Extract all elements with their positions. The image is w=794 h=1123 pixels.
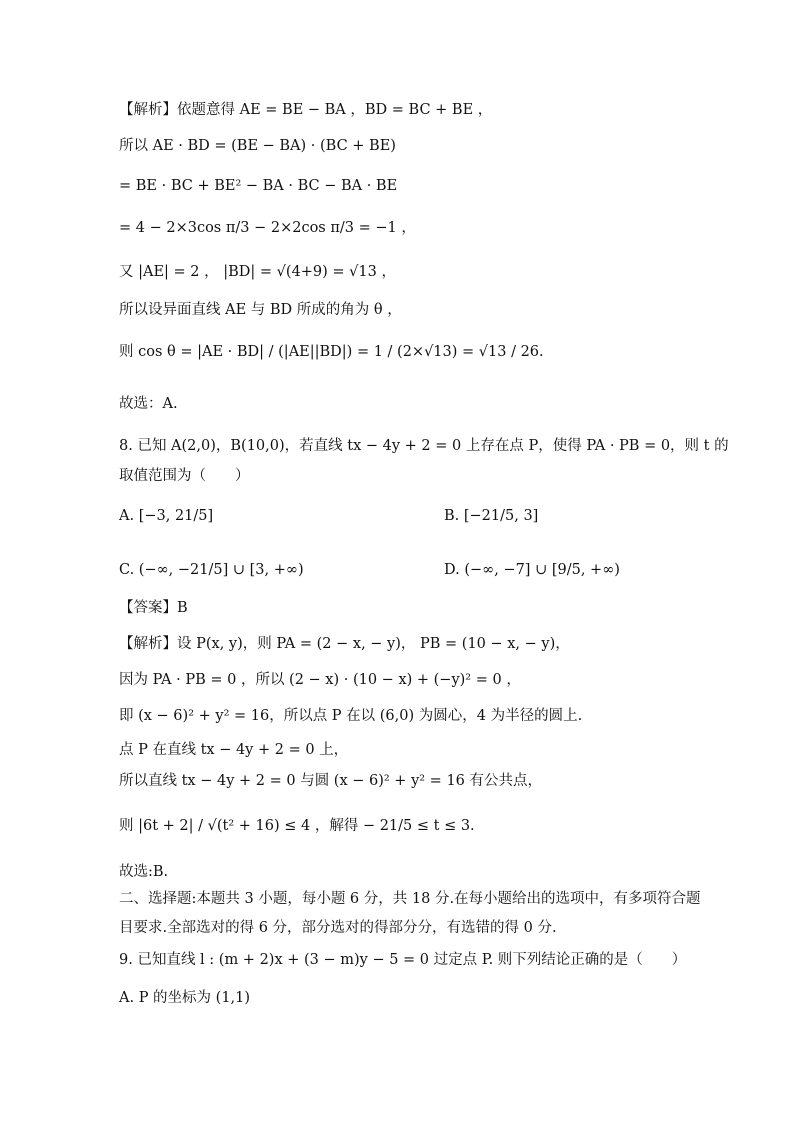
option-b: B. [−21/5, 3] (444, 508, 539, 524)
question-9-option-a: A. P 的坐标为 (1,1) (119, 990, 251, 1006)
analysis-8-line-1: 【解析】设 P(x, y)，则 PA = (2 − x, − y)， PB = (10 − x, − y)， (119, 636, 570, 652)
analysis-8-line-4: 点 P 在直线 tx − 4y + 2 = 0 上， (119, 742, 349, 758)
option-a: A. [−3, 21/5] (119, 508, 214, 524)
answer-choice-line-1: 故选：A. (119, 396, 178, 412)
analysis-8-line-6: 则 |6t + 2| / √(t² + 16) ≤ 4 ，解得 − 21/5 ≤ t ≤ 3. (119, 818, 475, 834)
question-8-line-1: 8. 已知 A(2,0)，B(10,0)，若直线 tx − 4y + 2 = 0 上存在点 P，使得 PA · PB = 0，则 t 的 (119, 438, 729, 454)
option-d: D. (−∞, −7] ∪ [9/5, +∞) (444, 562, 620, 578)
section-heading-line-1: 二、选择题:本题共 3 小题，每小题 6 分，共 18 分.在每小题给出的选项中，有多项符合题 (119, 891, 701, 907)
analysis-line-2: 所以 AE · BD = (BE − BA) · (BC + BE) (119, 138, 396, 154)
answer-line: 【答案】B (119, 600, 188, 616)
answer-choice-line-2: 故选:B. (119, 864, 169, 880)
analysis-8-line-3: 即 (x − 6)² + y² = 16，所以点 P 在以 (6,0) 为圆心，4 为半径的圆上. (119, 708, 583, 724)
analysis-8-line-5: 所以直线 tx − 4y + 2 = 0 与圆 (x − 6)² + y² = 16 有公共点， (119, 773, 542, 789)
option-c: C. (−∞, −21/5] ∪ [3, +∞) (119, 562, 304, 578)
analysis-line-1: 【解析】依题意得 AE = BE − BA ，BD = BC + BE ， (119, 102, 493, 118)
section-heading-line-2: 目要求.全部选对的得 6 分，部分选对的得部分分，有选错的得 0 分. (119, 920, 557, 936)
analysis-line-3: = BE · BC + BE² − BA · BC − BA · BE (119, 178, 398, 194)
question-9-line-1: 9. 已知直线 l : (m + 2)x + (3 − m)y − 5 = 0 过定点 P. 则下列结论正确的是（ ） (119, 952, 687, 968)
analysis-line-4: = 4 − 2×3cos π/3 − 2×2cos π/3 = −1 ， (119, 220, 416, 236)
analysis-line-5: 又 |AE| = 2 ， |BD| = √(4+9) = √13 ， (119, 264, 396, 280)
analysis-line-7: 则 cos θ = |AE · BD| / (|AE||BD|) = 1 / (2×√13) = √13 / 26. (119, 344, 544, 360)
analysis-8-line-2: 因为 PA · PB = 0 ，所以 (2 − x) · (10 − x) + (−y)² = 0 ， (119, 672, 521, 688)
analysis-line-6: 所以设异面直线 AE 与 BD 所成的角为 θ ， (119, 302, 402, 318)
question-8-line-2: 取值范围为（ ） (119, 468, 250, 484)
